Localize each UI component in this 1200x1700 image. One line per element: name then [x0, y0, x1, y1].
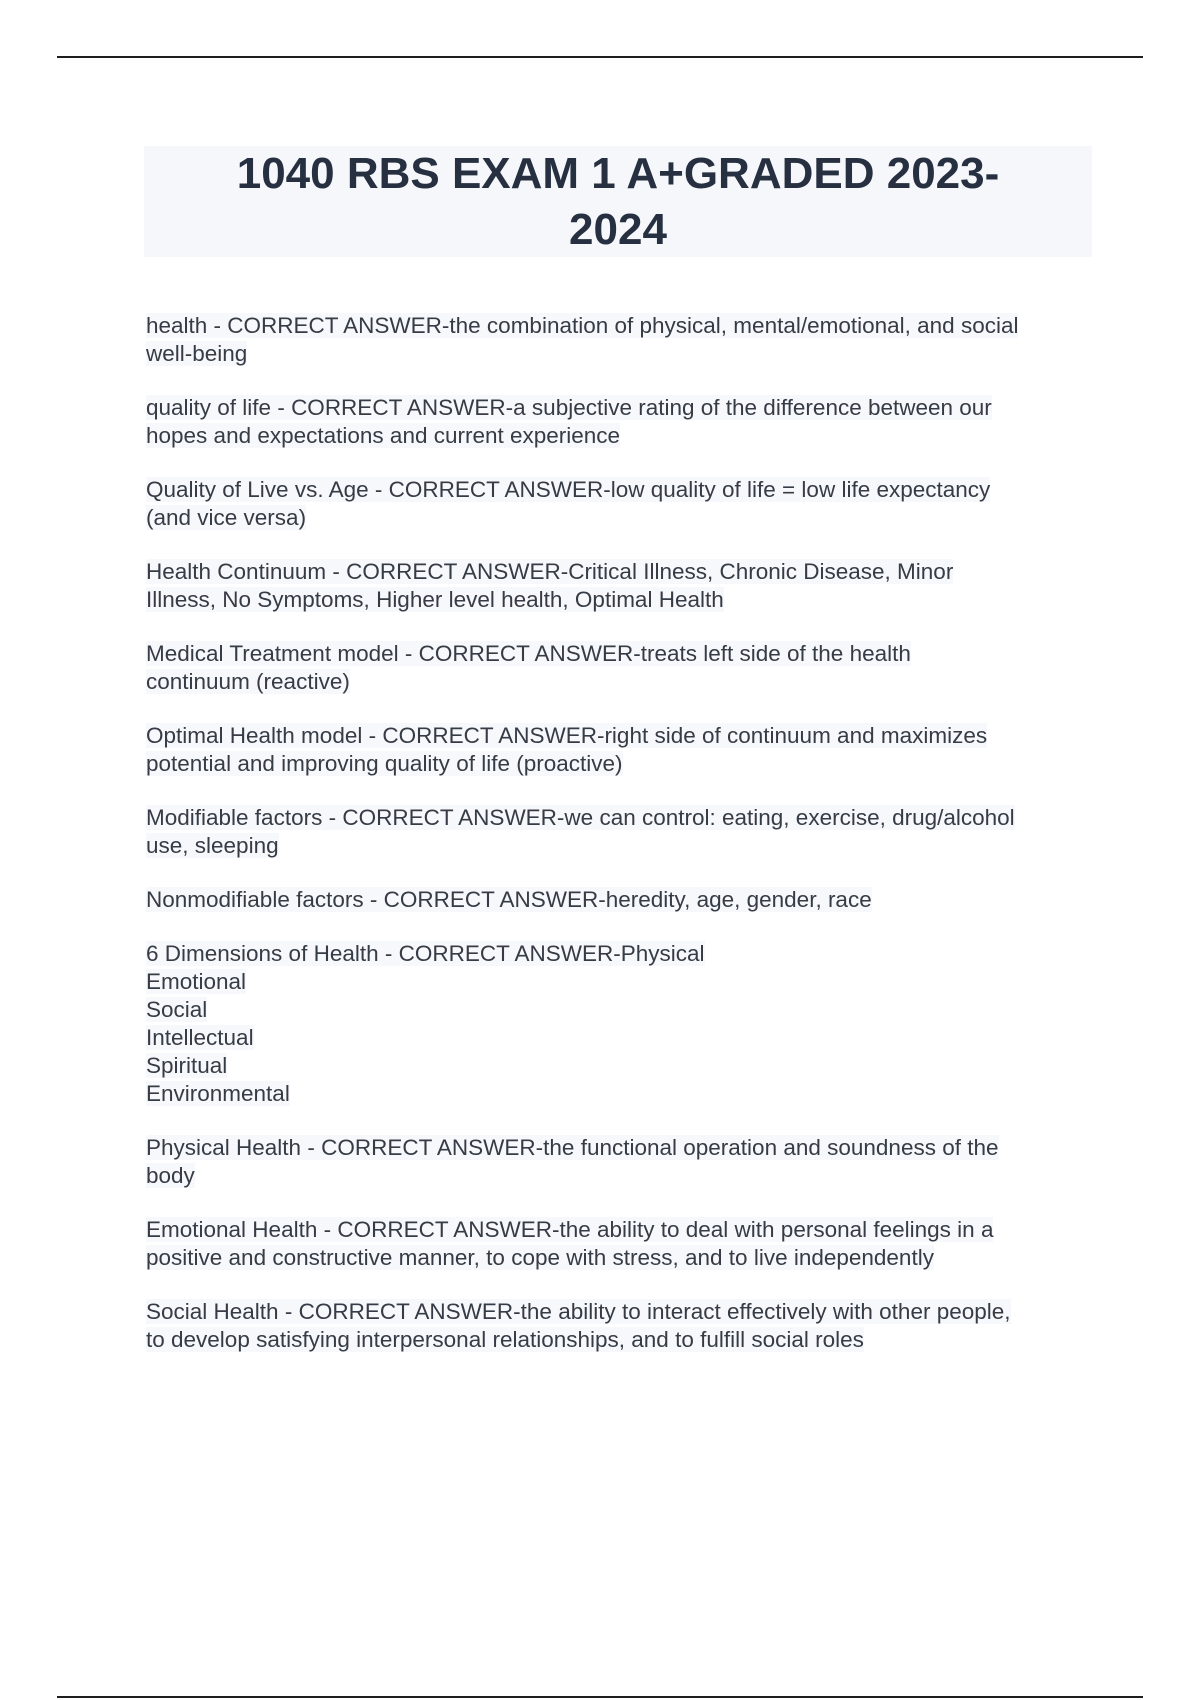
- qa-entry-line: use, sleeping: [146, 833, 279, 858]
- qa-entry: [146, 476, 1096, 532]
- document-title: [168, 146, 1068, 258]
- title-line-1: 1040 RBS EXAM 1 A+GRADED 2023-: [236, 148, 1000, 198]
- qa-entry: [146, 558, 1096, 614]
- qa-line-wrap: [146, 940, 1096, 968]
- qa-line-wrap: [146, 340, 1096, 368]
- qa-entry-line: positive and constructive manner, to cope with stress, and to live independently: [146, 1245, 934, 1270]
- qa-line-wrap: [146, 750, 1096, 778]
- qa-entry-line: (and vice versa): [146, 505, 307, 530]
- qa-line-wrap: [146, 640, 1096, 668]
- qa-entry-line-first: quality of life - CORRECT ANSWER-a subjective rating of the difference between our: [146, 395, 992, 420]
- qa-line-wrap: [146, 476, 1096, 504]
- qa-line-wrap: [146, 1162, 1096, 1190]
- qa-entry-line: Social: [146, 997, 208, 1022]
- qa-line-wrap: [146, 832, 1096, 860]
- qa-entry-line: potential and improving quality of life (proactive): [146, 751, 623, 776]
- qa-line-wrap: [146, 886, 1096, 914]
- qa-list: [146, 312, 1096, 1380]
- qa-entry-line: Emotional: [146, 969, 247, 994]
- qa-entry-line: well-being: [146, 341, 248, 366]
- qa-entry: [146, 1216, 1096, 1272]
- qa-line-wrap: [146, 1134, 1096, 1162]
- qa-entry: [146, 940, 1096, 1108]
- qa-entry-line-first: Physical Health - CORRECT ANSWER-the functional operation and soundness of the: [146, 1135, 999, 1160]
- qa-entry-line-first: Modifiable factors - CORRECT ANSWER-we can control: eating, exercise, drug/alcohol: [146, 805, 1015, 830]
- qa-line-wrap: [146, 804, 1096, 832]
- title-banner: [144, 146, 1092, 257]
- qa-line-wrap: [146, 1244, 1096, 1272]
- qa-entry-line-first: health - CORRECT ANSWER-the combination of physical, mental/emotional, and social: [146, 313, 1019, 338]
- qa-entry: [146, 804, 1096, 860]
- qa-entry: [146, 722, 1096, 778]
- qa-line-wrap: [146, 422, 1096, 450]
- qa-entry: [146, 1298, 1096, 1354]
- qa-entry-line: Intellectual: [146, 1025, 254, 1050]
- qa-line-wrap: [146, 586, 1096, 614]
- qa-line-wrap: [146, 996, 1096, 1024]
- qa-entry-line-first: Emotional Health - CORRECT ANSWER-the ability to deal with personal feelings in a: [146, 1217, 994, 1242]
- qa-entry-line-first: Optimal Health model - CORRECT ANSWER-right side of continuum and maximizes: [146, 723, 988, 748]
- title-line-2: 2024: [569, 204, 667, 254]
- qa-entry-line-first: Quality of Live vs. Age - CORRECT ANSWER-low quality of life = low life expectancy: [146, 477, 991, 502]
- qa-entry-line: Environmental: [146, 1081, 290, 1106]
- qa-line-wrap: [146, 668, 1096, 696]
- qa-line-wrap: [146, 1024, 1096, 1052]
- qa-entry: [146, 312, 1096, 368]
- qa-line-wrap: [146, 394, 1096, 422]
- qa-line-wrap: [146, 1080, 1096, 1108]
- qa-entry-line: Illness, No Symptoms, Higher level health, Optimal Health: [146, 587, 724, 612]
- qa-entry-line-first: Medical Treatment model - CORRECT ANSWER-treats left side of the health: [146, 641, 911, 666]
- qa-line-wrap: [146, 1298, 1096, 1326]
- qa-line-wrap: [146, 1326, 1096, 1354]
- qa-line-wrap: [146, 558, 1096, 586]
- qa-entry-line: body: [146, 1163, 195, 1188]
- qa-entry-line-first: Nonmodifiable factors - CORRECT ANSWER-heredity, age, gender, race: [146, 887, 872, 912]
- qa-entry: [146, 886, 1096, 914]
- qa-entry-line-first: Health Continuum - CORRECT ANSWER-Critical Illness, Chronic Disease, Minor: [146, 559, 954, 584]
- qa-entry-line-first: Social Health - CORRECT ANSWER-the ability to interact effectively with other people,: [146, 1299, 1011, 1324]
- qa-line-wrap: [146, 1216, 1096, 1244]
- qa-entry-line: Spiritual: [146, 1053, 228, 1078]
- qa-entry-line: continuum (reactive): [146, 669, 350, 694]
- qa-entry-line: to develop satisfying interpersonal relationships, and to fulfill social roles: [146, 1327, 864, 1352]
- qa-line-wrap: [146, 312, 1096, 340]
- qa-entry-line-first: 6 Dimensions of Health - CORRECT ANSWER-Physical: [146, 941, 705, 966]
- qa-entry: [146, 640, 1096, 696]
- qa-line-wrap: [146, 504, 1096, 532]
- bottom-rule: [57, 1696, 1143, 1698]
- qa-line-wrap: [146, 722, 1096, 750]
- qa-line-wrap: [146, 968, 1096, 996]
- top-rule: [57, 56, 1143, 58]
- qa-entry-line: hopes and expectations and current experience: [146, 423, 621, 448]
- qa-entry: [146, 394, 1096, 450]
- qa-line-wrap: [146, 1052, 1096, 1080]
- qa-entry: [146, 1134, 1096, 1190]
